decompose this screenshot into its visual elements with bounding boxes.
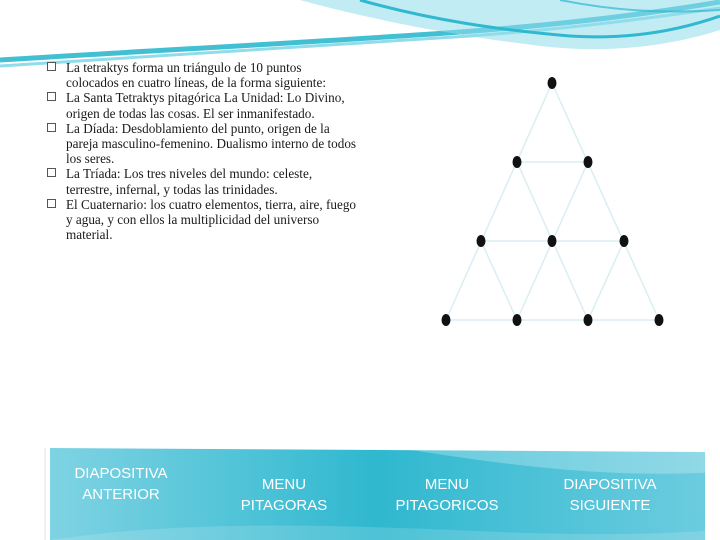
bullet-item: [47, 90, 357, 120]
tetraktys-dot: [584, 314, 593, 326]
menu-pitagoricos-label-line2: PITAGORICOS: [395, 497, 499, 514]
menu-pitagoras-label-line2: PITAGORAS: [240, 497, 328, 514]
tetraktys-dot: [513, 156, 522, 168]
next-slide-button[interactable]: [545, 474, 675, 516]
previous-slide-label-line1: DIAPOSITIVA: [74, 465, 168, 482]
square-bullet-icon: [47, 168, 56, 177]
bullet-text: La Díada: Desdoblamiento del punto, origen de la pareja masculino-femenino. Dualismo interno de todos los seres.: [66, 120, 357, 167]
next-slide-label-line2: SIGUIENTE: [569, 497, 651, 514]
tetraktys-diagram: [430, 70, 670, 335]
bullet-text: El Cuaternario: los cuatro elementos, tierra, aire, fuego y agua, y con ellos la multiplicidad del universo material.: [66, 196, 357, 243]
tetraktys-dot: [620, 235, 629, 247]
menu-pitagoricos-label-line1: MENU: [424, 476, 470, 493]
footer-nav-bar: [0, 448, 720, 540]
tetraktys-dot: [548, 77, 557, 89]
bullet-list: [47, 60, 357, 242]
menu-pitagoras-button[interactable]: [219, 474, 349, 516]
tetraktys-dot: [655, 314, 664, 326]
square-bullet-icon: [47, 123, 56, 132]
square-bullet-icon: [47, 62, 56, 71]
bullet-item: [47, 121, 357, 167]
square-bullet-icon: [47, 199, 56, 208]
bullet-item: [47, 166, 357, 196]
menu-pitagoras-label-line1: MENU: [261, 476, 307, 493]
menu-pitagoricos-button[interactable]: [377, 474, 517, 516]
tetraktys-dot: [584, 156, 593, 168]
tetraktys-dot: [477, 235, 486, 247]
previous-slide-label-line2: ANTERIOR: [82, 486, 160, 503]
bullet-item: [47, 197, 357, 243]
previous-slide-button[interactable]: [56, 463, 186, 505]
tetraktys-dot: [513, 314, 522, 326]
square-bullet-icon: [47, 92, 56, 101]
bullet-text: La tetraktys forma un triángulo de 10 puntos colocados en cuatro líneas, de la forma siguiente:: [66, 60, 326, 91]
bullet-item: [47, 60, 357, 90]
bullet-text: La Santa Tetraktys pitagórica La Unidad: Lo Divino, origen de todas las cosas. El ser inmanifestado.: [66, 90, 345, 121]
next-slide-label-line1: DIAPOSITIVA: [563, 476, 657, 493]
tetraktys-dot: [548, 235, 557, 247]
bullet-text: La Tríada: Los tres niveles del mundo: celeste, terrestre, infernal, y todas las trinidades.: [66, 166, 313, 197]
tetraktys-dot: [442, 314, 451, 326]
